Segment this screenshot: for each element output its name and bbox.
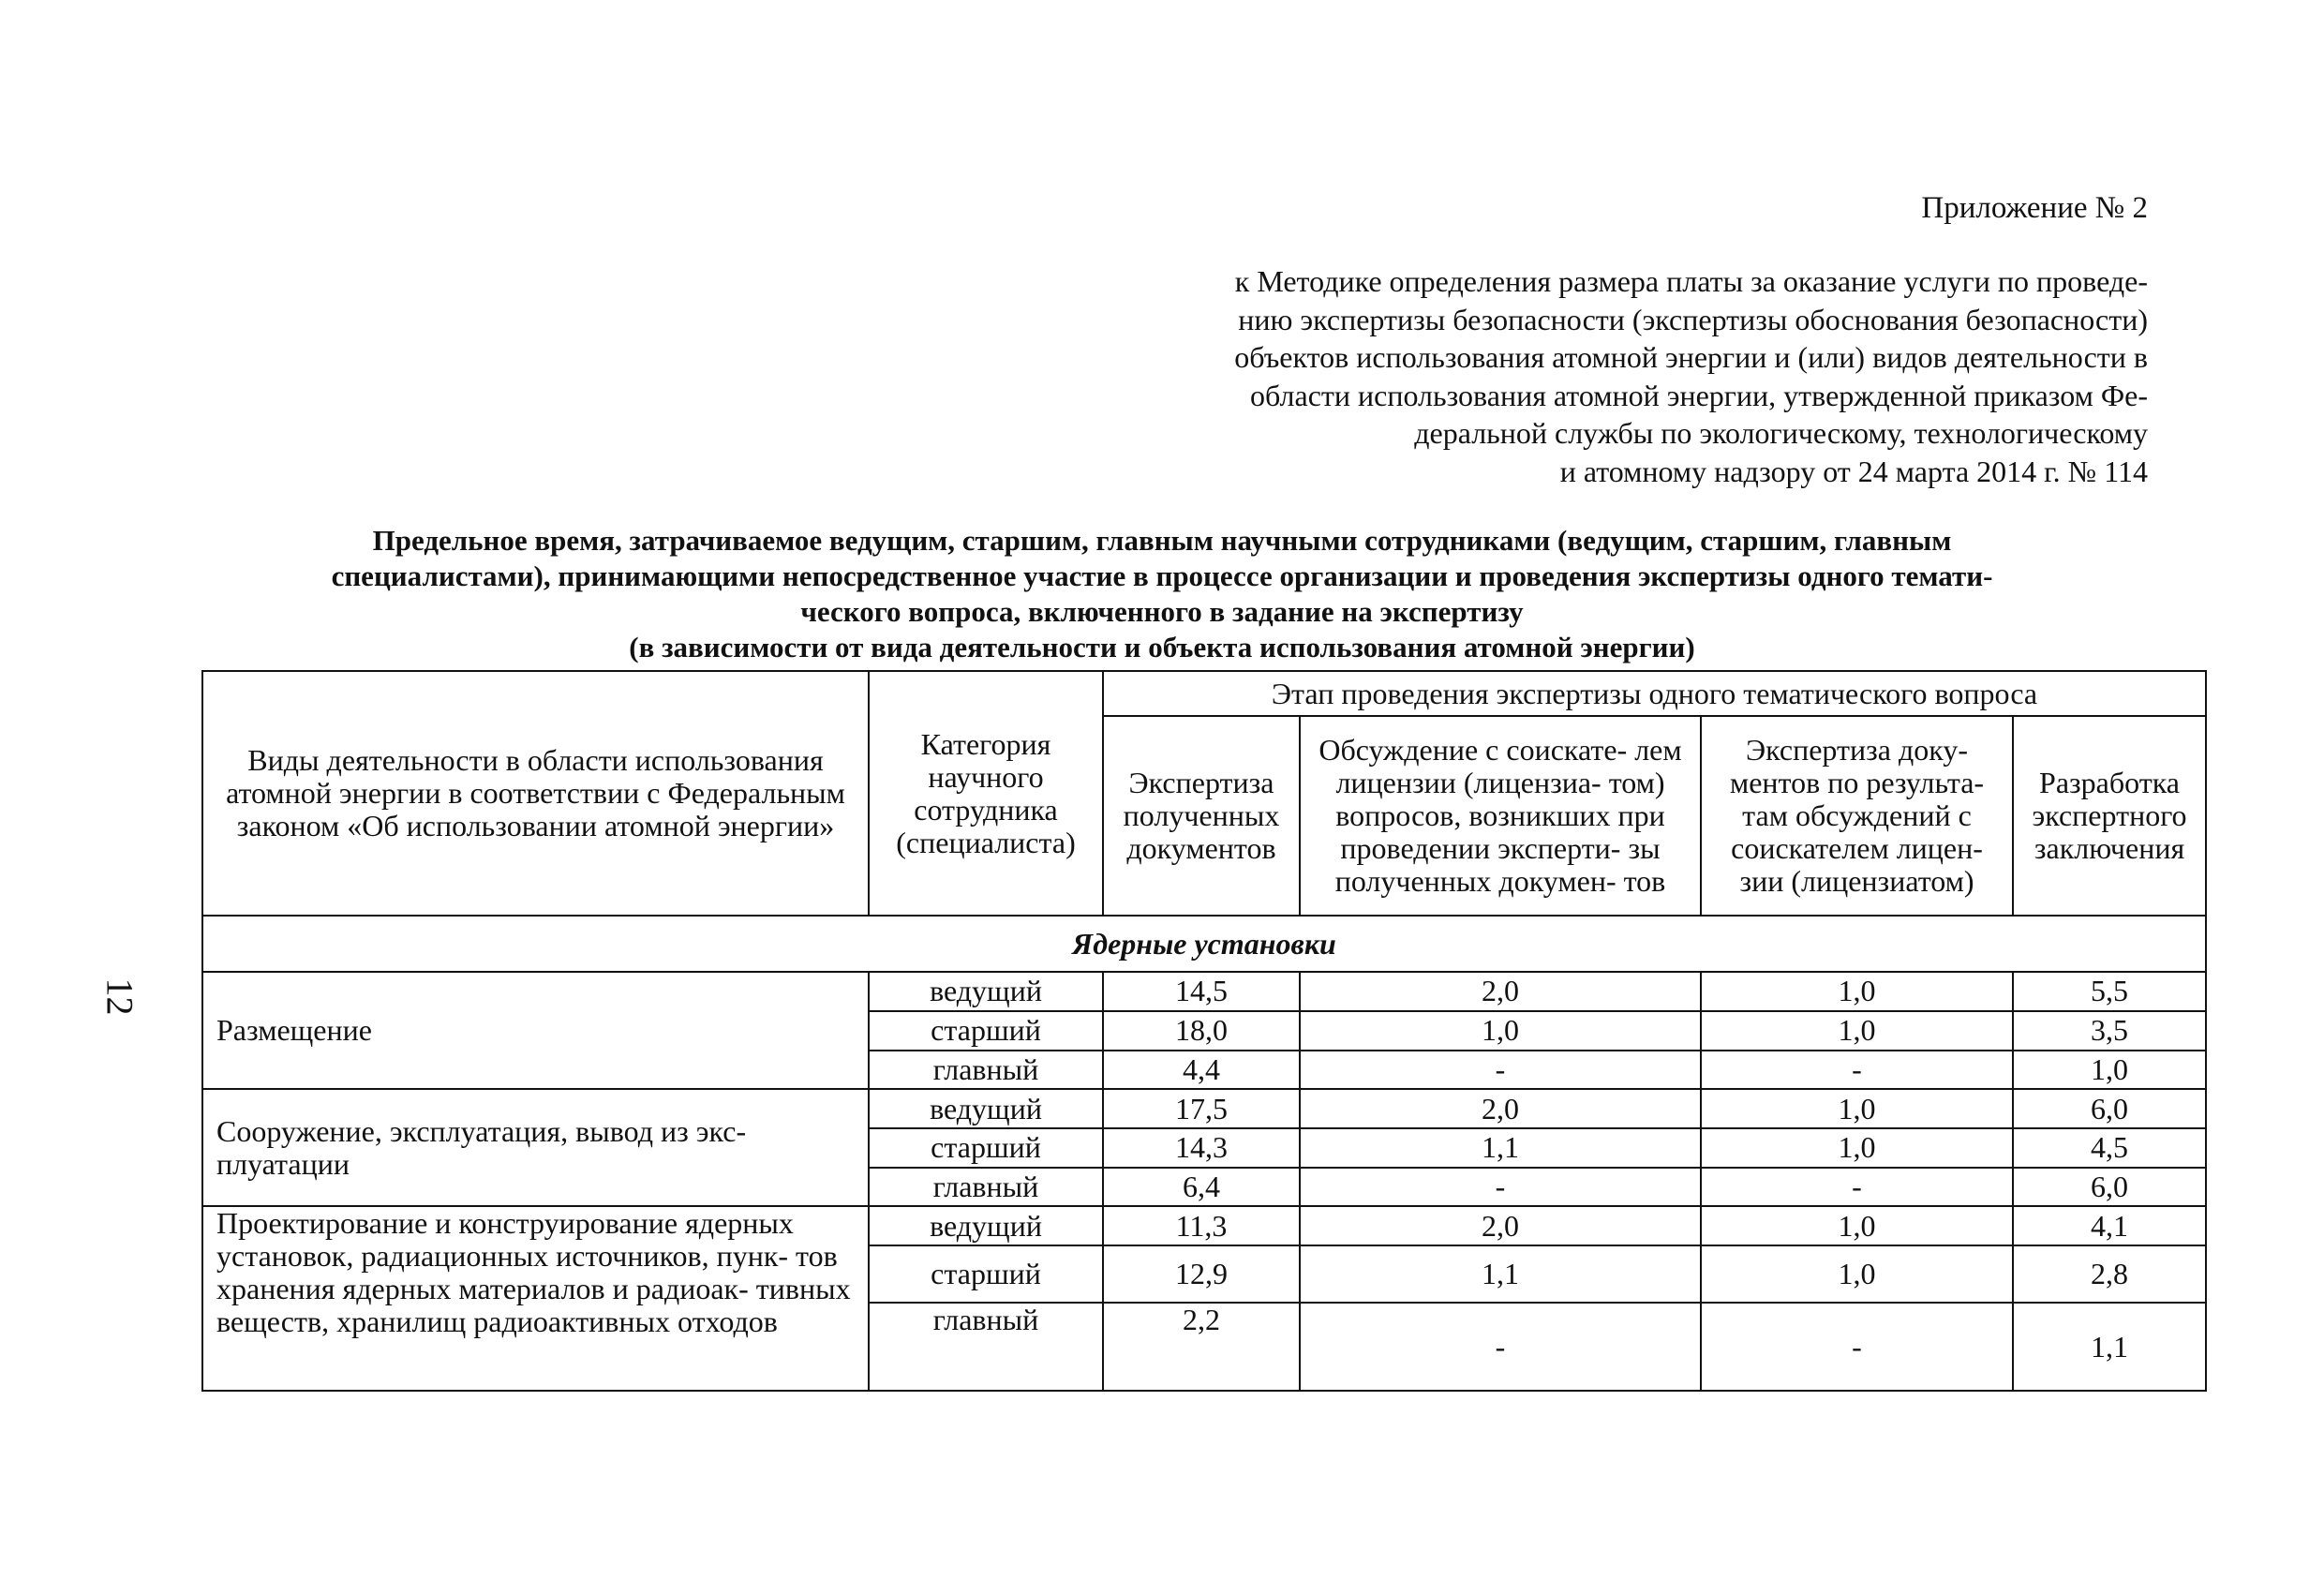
value-cell: 1,0 xyxy=(1300,1011,1701,1051)
caption-line: специалистами), принимающими непосредственное участие в процессе организации и проведения экспертизы одного темати- xyxy=(331,559,1993,592)
value-cell: - xyxy=(1300,1051,1701,1090)
activity-cell: Проектирование и конструирование ядерных установок, радиационных источников, пунк- тов хранения ядерных материалов и радиоак- тивных веществ, хранилищ радиоактивных отходов xyxy=(202,1206,869,1391)
value-cell: 1,0 xyxy=(1701,1011,2013,1051)
caption-line: (в зависимости от вида деятельности и объекта использования атомной энергии) xyxy=(629,631,1695,663)
value-cell: 1,0 xyxy=(2013,1051,2206,1090)
appendix-reference-line: и атомному надзору от 24 марта 2014 г. № 114 xyxy=(1559,454,2148,488)
value-cell: 4,1 xyxy=(2013,1206,2206,1245)
caption-line: ческого вопроса, включенного в задание на экспертизу xyxy=(800,595,1524,628)
category-cell: ведущий xyxy=(869,1206,1103,1245)
value-cell: 2,2 xyxy=(1103,1303,1300,1391)
value-cell: 17,5 xyxy=(1103,1089,1300,1128)
activity-cell: Размещение xyxy=(202,972,869,1089)
value-cell: 1,0 xyxy=(1701,1245,2013,1303)
section-title: Ядерные установки xyxy=(202,916,2206,972)
value-cell: 2,0 xyxy=(1300,1206,1701,1245)
value-cell: 1,0 xyxy=(1701,1089,2013,1128)
category-cell: старший xyxy=(869,1011,1103,1051)
value-cell: 1,1 xyxy=(1300,1128,1701,1168)
value-cell: 6,0 xyxy=(2013,1168,2206,1207)
value-cell: 11,3 xyxy=(1103,1206,1300,1245)
value-cell: - xyxy=(1701,1051,2013,1090)
table-row xyxy=(202,1089,2206,1128)
value-cell: 14,3 xyxy=(1103,1128,1300,1168)
header-stage-4: Разработка экспертного заключения xyxy=(2013,716,2206,916)
value-cell: 2,0 xyxy=(1300,1089,1701,1128)
value-cell: 12,9 xyxy=(1103,1245,1300,1303)
appendix-reference-line: деральной службы по экологическому, технологическому xyxy=(1414,416,2148,450)
category-cell: старший xyxy=(869,1128,1103,1168)
value-cell: 2,0 xyxy=(1300,972,1701,1011)
value-cell: - xyxy=(1701,1303,2013,1391)
value-cell: 14,5 xyxy=(1103,972,1300,1011)
value-cell: 6,0 xyxy=(2013,1089,2206,1128)
value-cell: 1,0 xyxy=(1701,972,2013,1011)
appendix-reference xyxy=(1153,262,2148,490)
appendix-reference-line: объектов использования атомной энергии и (или) видов деятельности в xyxy=(1234,340,2148,374)
value-cell: 18,0 xyxy=(1103,1011,1300,1051)
appendix-reference-line: нию экспертизы безопасности (экспертизы обоснования безопасности) xyxy=(1238,302,2148,336)
category-cell: старший xyxy=(869,1245,1103,1303)
value-cell: 1,0 xyxy=(1701,1128,2013,1168)
value-cell: - xyxy=(1300,1303,1701,1391)
value-cell: 1,1 xyxy=(1300,1245,1701,1303)
table-row xyxy=(202,1206,2206,1245)
header-activity: Виды деятельности в области использования атомной энергии в соответствии с Федеральным законом «Об использовании атомной энергии» xyxy=(202,671,869,916)
header-stage-3: Экспертиза доку- ментов по результа- там обсуждений с соискателем лицен- зии (лицензиатом) xyxy=(1701,716,2013,916)
header-stage-1: Экспертиза полученных документов xyxy=(1103,716,1300,916)
value-cell: 1,1 xyxy=(2013,1303,2206,1391)
table-row xyxy=(202,972,2206,1011)
category-cell: главный xyxy=(869,1051,1103,1090)
value-cell: - xyxy=(1300,1168,1701,1207)
activity-cell: Сооружение, эксплуатация, вывод из экс- плуатации xyxy=(202,1089,869,1206)
table-caption xyxy=(225,523,2099,665)
value-cell: 5,5 xyxy=(2013,972,2206,1011)
caption-line: Предельное время, затрачиваемое ведущим, старшим, главным научными сотрудниками (ведущим, старшим, главным xyxy=(372,524,1952,557)
page-number: 12 xyxy=(98,977,142,1016)
appendix-reference-line: к Методике определения размера платы за оказание услуги по проведе- xyxy=(1234,264,2148,298)
header-stage-group: Этап проведения экспертизы одного тематического вопроса xyxy=(1103,671,2206,716)
value-cell: 3,5 xyxy=(2013,1011,2206,1051)
category-cell: главный xyxy=(869,1303,1103,1391)
category-cell: главный xyxy=(869,1168,1103,1207)
header-stage-2: Обсуждение с соискате- лем лицензии (лицензиа- том) вопросов, возникших при проведении эксперти- зы полученных докумен- тов xyxy=(1300,716,1701,916)
value-cell: 1,0 xyxy=(1701,1206,2013,1245)
value-cell: 4,4 xyxy=(1103,1051,1300,1090)
header-category: Категория научного сотрудника (специалиста) xyxy=(869,671,1103,916)
value-cell: 2,8 xyxy=(2013,1245,2206,1303)
value-cell: 4,5 xyxy=(2013,1128,2206,1168)
category-cell: ведущий xyxy=(869,1089,1103,1128)
appendix-title: Приложение № 2 xyxy=(1921,191,2148,225)
category-cell: ведущий xyxy=(869,972,1103,1011)
value-cell: 6,4 xyxy=(1103,1168,1300,1207)
value-cell: - xyxy=(1701,1168,2013,1207)
expertise-time-table xyxy=(201,670,2207,1392)
appendix-reference-line: области использования атомной энергии, утвержденной приказом Фе- xyxy=(1250,378,2148,412)
